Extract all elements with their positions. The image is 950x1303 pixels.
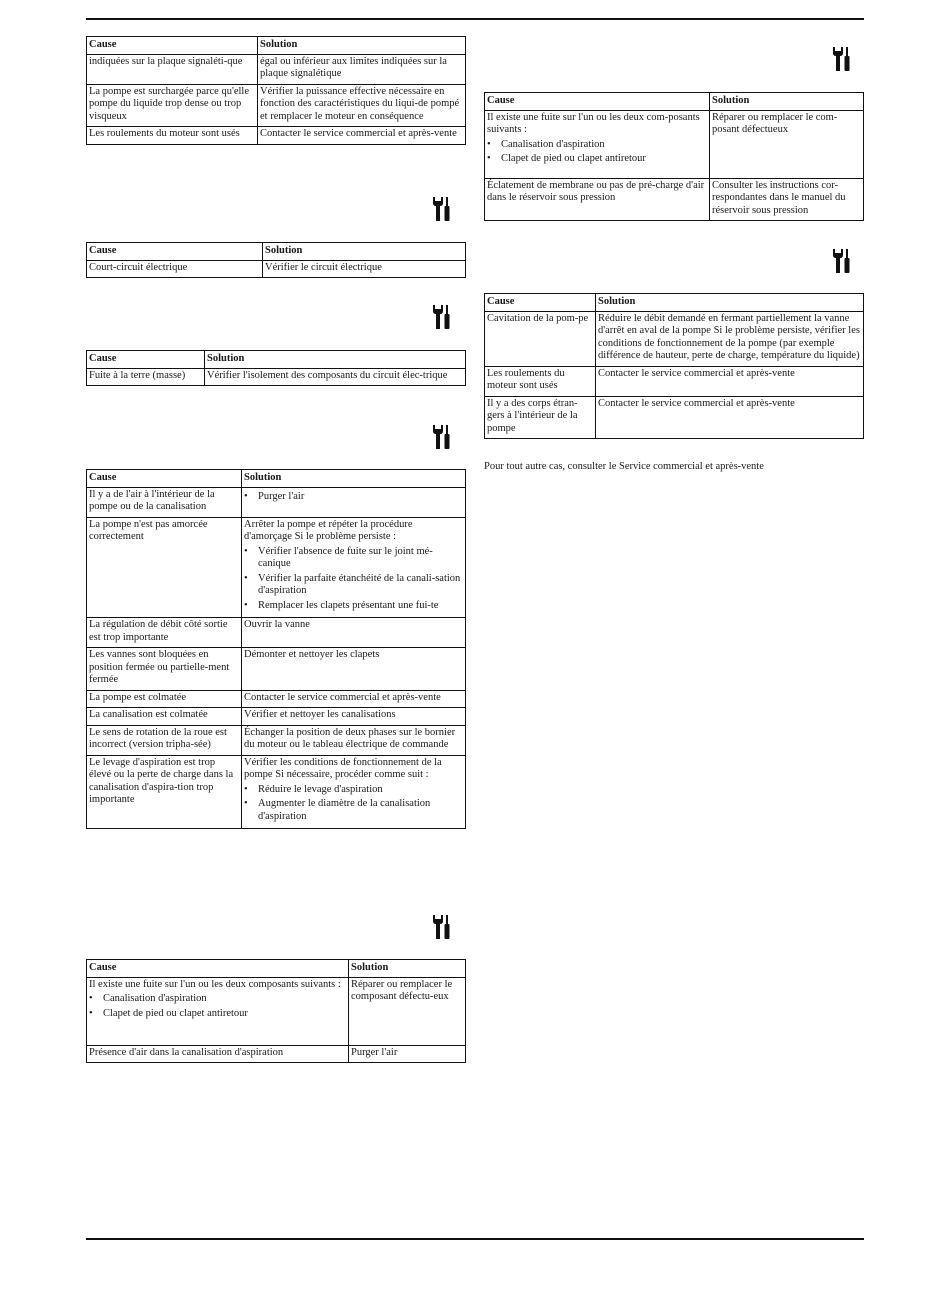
troubleshooting-table-suction-leak <box>86 959 466 1063</box>
cause-text: Il existe une fuite sur l'un ou les deux composants suivants : <box>89 978 341 990</box>
solution-list-item: • Augmenter le diamètre de la canalisation d'aspiration <box>244 798 463 823</box>
table-row <box>87 487 466 517</box>
cause-list-item: • Canalisation d'aspiration <box>487 139 707 152</box>
solution-cell <box>242 487 466 517</box>
solution-cell: Réduire le débit demandé en fermant partiellement la vanne d'arrêt en aval de la pompe Si le problème persiste, vérifier les conditions de fonctionnement de la pompe (par exemple différence de hauteur, perte de charge, température du liquide) <box>596 311 864 366</box>
solution-cell: Contacter le service commercial et après-vente <box>596 396 864 439</box>
solution-cell: Vérifier la puissance effective nécessaire en fonction des caractéristiques du liqui-de pompé et remplacer le moteur en conséquence <box>258 84 466 127</box>
tools-icon <box>432 424 452 450</box>
solution-cell <box>242 755 466 829</box>
solution-cell <box>242 517 466 618</box>
solution-text: Arrêter la pompe et répéter la procédure d'amorçage Si le problème persiste : <box>244 518 413 542</box>
solution-text: Vérifier les conditions de fonctionnement de la pompe Si nécessaire, procéder comme suit : <box>244 756 442 780</box>
cause-cell: La régulation de débit côté sortie est trop importante <box>87 618 242 648</box>
cause-list <box>89 993 346 1020</box>
cause-header: Cause <box>87 470 242 488</box>
table-row <box>87 977 466 1045</box>
solution-cell: Vérifier et nettoyer les canalisations <box>242 708 466 726</box>
cause-cell: La pompe est surchargée parce qu'elle pompe du liquide trop dense ou trop visqueux <box>87 84 258 127</box>
header-rule <box>86 18 864 20</box>
cause-cell: Présence d'air dans la canalisation d'aspiration <box>87 1045 349 1063</box>
cause-cell: indiquées sur la plaque signaléti-que <box>87 54 258 84</box>
solution-list-item: • Vérifier la parfaite étanchéité de la canali-sation d'aspiration <box>244 573 463 598</box>
cause-cell: Éclatement de membrane ou pas de pré-charge d'air dans le réservoir sous pression <box>485 178 710 221</box>
footer-rule <box>86 1238 864 1240</box>
table-header-row <box>87 470 466 488</box>
solution-cell: Vérifier l'isolement des composants du circuit élec-trique <box>205 368 466 386</box>
solution-header: Solution <box>205 351 466 369</box>
solution-header: Solution <box>596 294 864 312</box>
cause-cell <box>87 977 349 1045</box>
troubleshooting-table-no-flow <box>86 469 466 829</box>
solution-cell: Contacter le service commercial et après-vente <box>596 366 864 396</box>
table-header-row <box>87 351 466 369</box>
solution-cell: Réparer ou remplacer le composant défectu-eux <box>349 977 466 1045</box>
table-row <box>87 368 466 386</box>
table-header-row <box>87 37 466 55</box>
troubleshooting-table-motor-overload <box>86 36 466 145</box>
solution-cell: Vérifier le circuit électrique <box>263 260 466 278</box>
table-row <box>87 1045 466 1063</box>
table-row <box>87 708 466 726</box>
cause-list-item: • Clapet de pied ou clapet antiretour <box>89 1008 346 1021</box>
solution-header: Solution <box>349 960 466 978</box>
table-row <box>485 396 864 439</box>
table-row <box>87 648 466 691</box>
troubleshooting-table-earth-leak <box>86 350 466 386</box>
tools-icon <box>832 248 852 274</box>
table-row <box>87 84 466 127</box>
solution-list <box>244 491 463 504</box>
solution-list-item: • Vérifier l'absence de fuite sur le joint mé-canique <box>244 546 463 571</box>
footer-note: Pour tout autre cas, consulter le Service commercial et après-vente <box>484 461 764 472</box>
table-row <box>485 178 864 221</box>
table-row <box>87 618 466 648</box>
table-row <box>87 54 466 84</box>
cause-cell: Le sens de rotation de la roue est incorrect (version tripha-sée) <box>87 725 242 755</box>
cause-cell: Les roulements du moteur sont usés <box>485 366 596 396</box>
cause-cell: Les roulements du moteur sont usés <box>87 127 258 145</box>
cause-cell: Fuite à la terre (masse) <box>87 368 205 386</box>
solution-header: Solution <box>258 37 466 55</box>
table-row <box>485 366 864 396</box>
cause-header: Cause <box>485 93 710 111</box>
table-row <box>485 311 864 366</box>
cause-list-item: • Clapet de pied ou clapet antiretour <box>487 153 707 166</box>
cause-cell: Cavitation de la pom-pe <box>485 311 596 366</box>
table-row <box>87 725 466 755</box>
solution-list-item: • Purger l'air <box>244 491 463 504</box>
solution-list-item: • Réduire le levage d'aspiration <box>244 784 463 797</box>
cause-cell: La canalisation est colmatée <box>87 708 242 726</box>
solution-cell: Consulter les instructions cor-respondantes dans le manuel du réservoir sous pression <box>710 178 864 221</box>
cause-cell: La pompe n'est pas amorcée correctement <box>87 517 242 618</box>
cause-cell: Il y a des corps étran-gers à l'intérieur de la pompe <box>485 396 596 439</box>
table-row <box>87 690 466 708</box>
solution-cell: Réparer ou remplacer le com-posant défectueux <box>710 110 864 178</box>
tools-icon <box>832 46 852 72</box>
tools-icon <box>432 914 452 940</box>
cause-cell: Il y a de l'air à l'intérieur de la pompe ou de la canalisation <box>87 487 242 517</box>
cause-header: Cause <box>87 960 349 978</box>
cause-list-item: • Canalisation d'aspiration <box>89 993 346 1006</box>
solution-cell: Contacter le service commercial et après-vente <box>258 127 466 145</box>
table-row <box>87 517 466 618</box>
troubleshooting-table-short-circuit <box>86 242 466 278</box>
cause-header: Cause <box>485 294 596 312</box>
troubleshooting-table-pressure-tank <box>484 92 864 221</box>
cause-header: Cause <box>87 243 263 261</box>
cause-cell: Le levage d'aspiration est trop élevé ou la perte de charge dans la canalisation d'aspira-tion trop importante <box>87 755 242 829</box>
cause-text: Il existe une fuite sur l'un ou les deux com-posants suivants : <box>487 111 700 135</box>
solution-cell: égal ou inférieur aux limites indiquées sur la plaque signalétique <box>258 54 466 84</box>
solution-cell: Échanger la position de deux phases sur le bornier du moteur ou le tableau électrique de commande <box>242 725 466 755</box>
solution-cell: Ouvrir la vanne <box>242 618 466 648</box>
cause-header: Cause <box>87 351 205 369</box>
tools-icon <box>432 196 452 222</box>
table-row <box>87 260 466 278</box>
table-row <box>87 755 466 829</box>
solution-list <box>244 784 463 824</box>
cause-header: Cause <box>87 37 258 55</box>
table-header-row <box>485 294 864 312</box>
table-header-row <box>87 960 466 978</box>
table-header-row <box>485 93 864 111</box>
cause-cell <box>485 110 710 178</box>
solution-list <box>244 546 463 613</box>
table-row <box>485 110 864 178</box>
solution-list-item: • Remplacer les clapets présentant une fui-te <box>244 600 463 613</box>
cause-cell: La pompe est colmatée <box>87 690 242 708</box>
solution-cell: Contacter le service commercial et après-vente <box>242 690 466 708</box>
solution-header: Solution <box>242 470 466 488</box>
cause-list <box>487 139 707 166</box>
solution-cell: Démonter et nettoyer les clapets <box>242 648 466 691</box>
solution-header: Solution <box>263 243 466 261</box>
troubleshooting-table-noise <box>484 293 864 439</box>
cause-cell: Court-circuit électrique <box>87 260 263 278</box>
solution-header: Solution <box>710 93 864 111</box>
tools-icon <box>432 304 452 330</box>
table-row <box>87 127 466 145</box>
cause-cell: Les vannes sont bloquées en position fermée ou partielle-ment fermée <box>87 648 242 691</box>
solution-cell: Purger l'air <box>349 1045 466 1063</box>
table-header-row <box>87 243 466 261</box>
